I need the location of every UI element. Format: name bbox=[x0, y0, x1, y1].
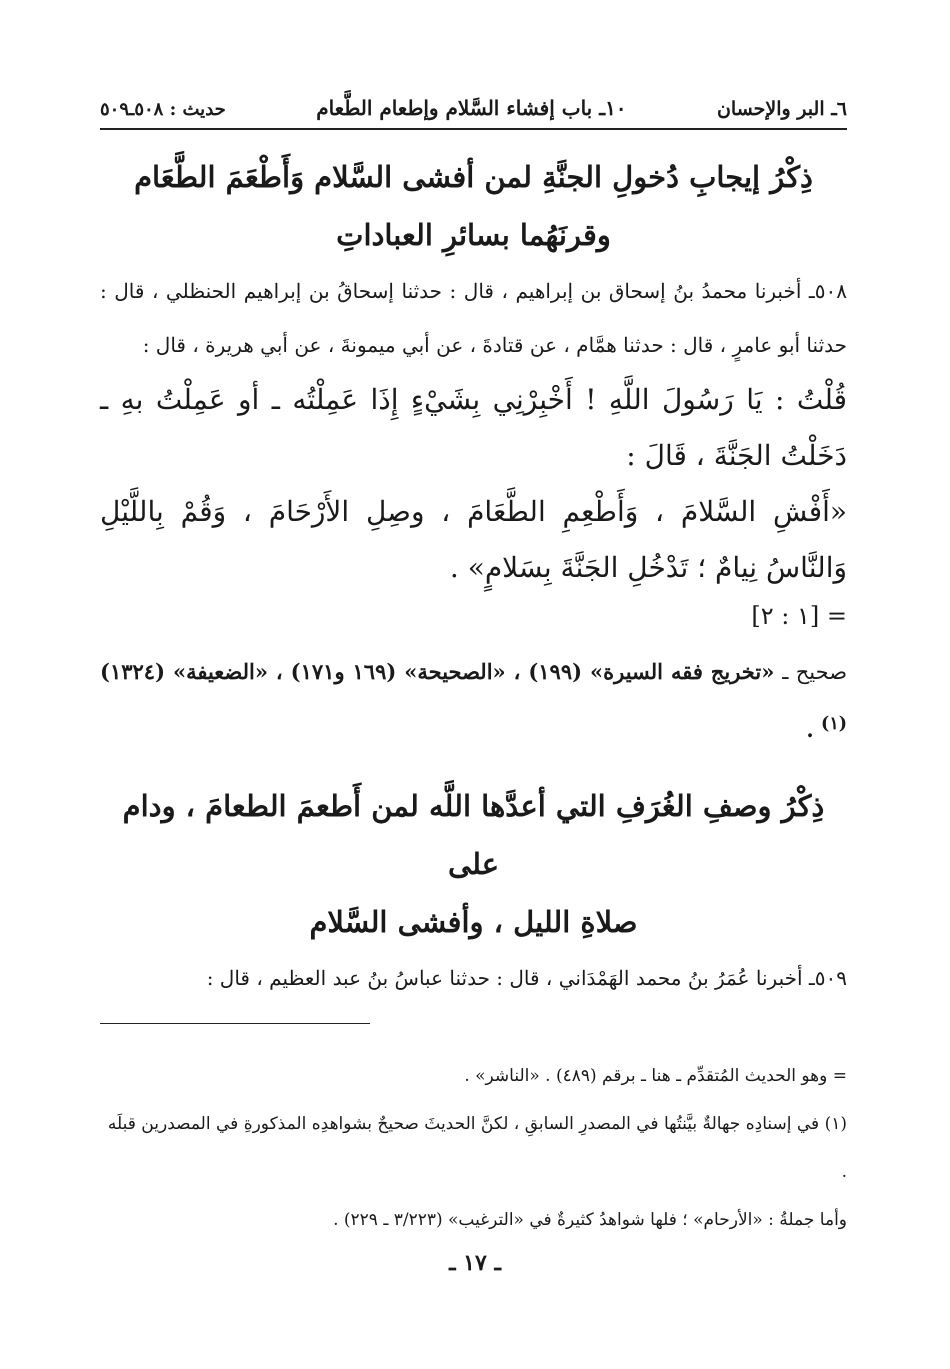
hadith-reference: = [١ : ٢] bbox=[751, 602, 847, 630]
footnote-marker: (١) bbox=[821, 714, 847, 734]
footnote: وأما جملةُ : «الأرحام» ؛ فلها شواهدُ كثيرةٌ في «الترغيب» (٣/٢٢٣ ـ ٢٢٩) . bbox=[333, 1210, 847, 1230]
header-hadith-range: حديث : ٥٠٨ـ٥٠٩ bbox=[100, 99, 226, 120]
hadith-question: قُلْتُ : يَا رَسُولَ اللَّهِ ! أَخْبِرْنِي بِشَيْءٍ إِذَا عَمِلْتُه ـ أو عَمِلْتُ بهِ ـ دَخَلْتُ الجَنَّةَ ، قَالَ : bbox=[100, 383, 847, 472]
page-number: ـ ١٧ ـ bbox=[449, 1250, 501, 1276]
section-heading-line: ذِكْرُ إيجابِ دُخولِ الجنَّةِ لمن أفشى السَّلام وَأَطْعَمَ الطَّعَام bbox=[134, 160, 813, 194]
grading-sources: «تخريج فقه السيرة» (١٩٩) ، «الصحيحة» (١٦٩ و١٧١) ، «الضعيفة» (١٣٢٤) bbox=[100, 659, 775, 684]
section-heading-line: ذِكْرُ وصفِ الغُرَفِ التي أعدَّها اللَّه لمن أَطعمَ الطعامَ ، ودام على bbox=[122, 789, 825, 881]
footnote: (١) في إسنادِه جهالةٌ بيَّنتُها في المصدرِ السابقِ ، لكنَّ الحديثَ صحيحٌ بشواهدِه المذكورةِ في المصدرين قبلَه . bbox=[107, 1114, 847, 1182]
section-heading-line: وقرنَهُما بسائرِ العباداتِ bbox=[336, 218, 611, 252]
grading-end: . bbox=[806, 717, 822, 742]
header-section: ١٠ـ باب إفشاء السَّلام وإطعام الطَّعام bbox=[316, 96, 627, 120]
header-chapter: ٦ـ البر والإحسان bbox=[716, 98, 847, 120]
grading-label: صحيح ـ bbox=[782, 660, 848, 684]
footnote-divider bbox=[100, 1023, 370, 1024]
footnotes bbox=[100, 1052, 847, 1244]
section-heading-line: صلاةِ الليل ، وأفشى السَّلام bbox=[309, 905, 638, 939]
hadith-isnad: ٥٠٨ـ أخبرنا محمدُ بنُ إسحاق بن إبراهيم ، قال : حدثنا إسحاقُ بن إبراهيم الحنظلي ، قال : حدثنا أبو عامرٍ ، قال : حدثنا همَّام ، عن قتادةَ ، عن أبي ميمونةَ ، عن أبي هريرة ، قال : bbox=[100, 279, 847, 357]
hadith-grading bbox=[100, 646, 847, 756]
hadith-isnad: ٥٠٩ـ أخبرنا عُمَرُ بنُ محمد الهَمْدَاني ، قال : حدثنا عباسُ بنُ عبد العظيم ، قال : bbox=[206, 966, 847, 990]
footnote: = وهو الحديث المُتقدِّم ـ هنا ـ برقم (٤٨٩) . «الناشر» . bbox=[464, 1066, 847, 1086]
hadith-answer: «أَفْشِ السَّلامَ ، وَأَطْعِمِ الطَّعَامَ ، وصِلِ الأَرْحَامَ ، وَقُمْ بِاللَّيْلِ وَالنَّاسُ نِيامٌ ؛ تَدْخُلِ الجَنَّةَ بِسَلامٍ» . bbox=[100, 495, 847, 584]
running-header bbox=[100, 96, 847, 130]
document-page bbox=[100, 96, 847, 1244]
